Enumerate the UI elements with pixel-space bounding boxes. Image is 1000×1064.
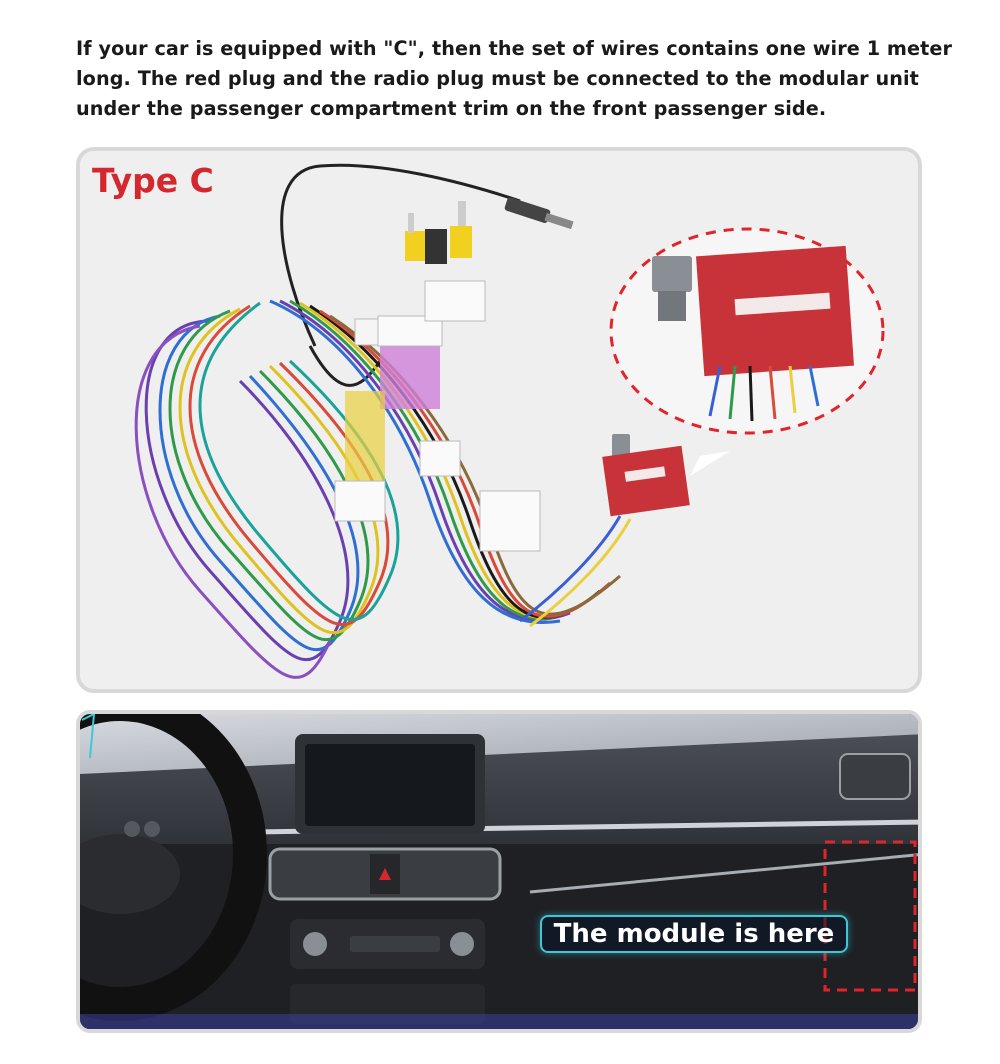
dashboard-illustration [80, 714, 922, 1033]
callout-tail [80, 714, 98, 760]
small-red-module [520, 434, 690, 626]
antenna-plug [504, 197, 551, 224]
wire-harness-illustration [80, 151, 922, 693]
module-zoom-bubble [611, 229, 883, 476]
intro-text: If your car is equipped with "C", then the set of wires contains one wire 1 meter long. The red plug and the radio plug must be connected to the modular unit under the passenger compartment trim on the front passenger side. [76, 37, 953, 120]
harness-image-panel [76, 147, 922, 693]
type-label: Type C [92, 161, 214, 200]
module-location-callout: The module is here [540, 915, 848, 953]
dashboard-photo-panel [76, 710, 922, 1033]
